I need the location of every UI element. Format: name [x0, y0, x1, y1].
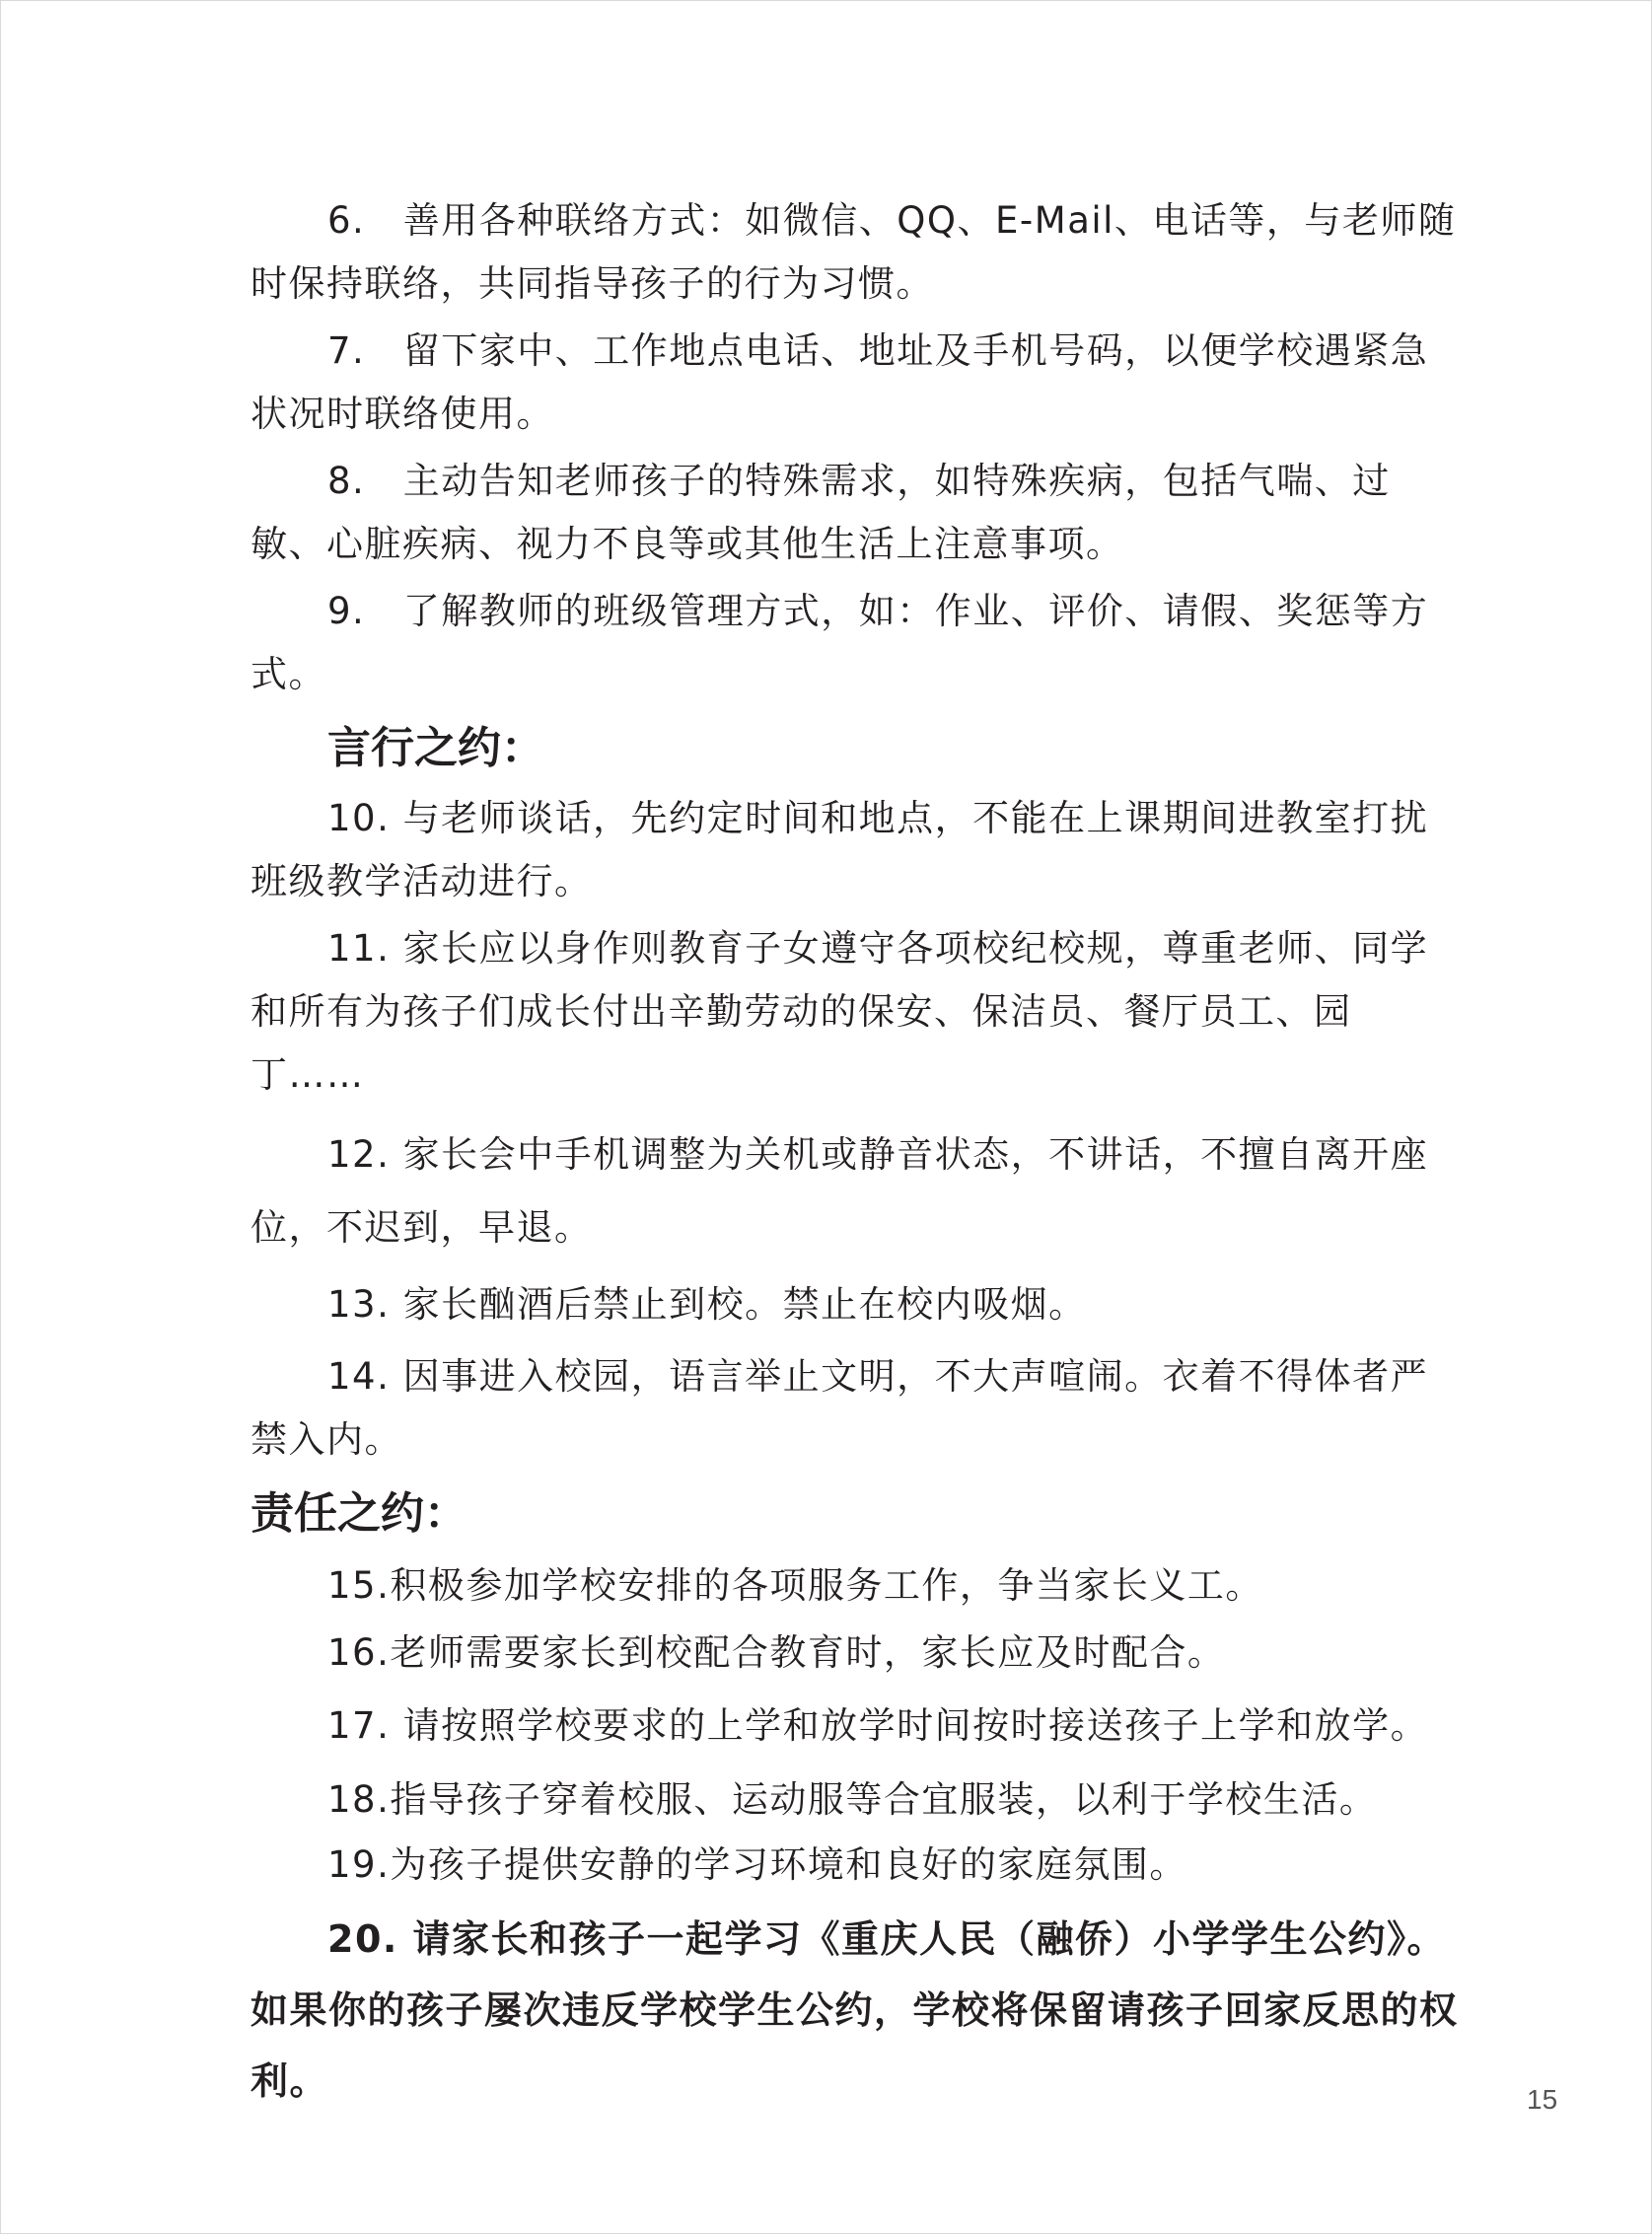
paragraph-item-6: 6. 善用各种联络方式：如微信、QQ、E-Mail、电话等，与老师随时保持联络，共同指导孩子的行为习惯。	[251, 199, 1457, 305]
paragraph-item-14: 14. 因事进入校园，语言举止文明，不大声喧闹。衣着不得体者严禁入内。	[251, 1355, 1429, 1461]
paragraph-item-12: 12. 家长会中手机调整为关机或静音状态，不讲话，不擅自离开座位，不迟到，早退。	[251, 1133, 1429, 1249]
page-number: 15	[1527, 2084, 1558, 2115]
paragraph-item-10: 10. 与老师谈话，先约定时间和地点，不能在上课期间进教室打扰班级教学活动进行。	[251, 797, 1429, 902]
paragraph-item-17: 17. 请按照学校要求的上学和放学时间按时接送孩子上学和放学。	[327, 1704, 1429, 1747]
section-heading-responsibility: 责任之约：	[251, 1488, 467, 1539]
document-body	[251, 189, 1462, 2117]
paragraph-item-20: 20. 请家长和孩子一起学习《重庆人民（融侨）小学学生公约》。如果你的孩子屡次违反学校学生公约，学校将保留请孩子回家反思的权利。	[251, 1917, 1459, 2103]
paragraph-item-7: 7. 留下家中、工作地点电话、地址及手机号码，以便学校遇紧急状况时联络使用。	[251, 329, 1429, 435]
section-heading-conduct: 言行之约：	[327, 723, 544, 773]
paragraph-item-8: 8. 主动告知老师孩子的特殊需求，如特殊疾病，包括气喘、过敏、心脏疾病、视力不良等或其他生活上注意事项。	[251, 460, 1391, 565]
paragraph-item-13: 13. 家长酗酒后禁止到校。禁止在校内吸烟。	[327, 1283, 1087, 1326]
paragraph-item-9: 9. 了解教师的班级管理方式，如：作业、评价、请假、奖惩等方式。	[251, 590, 1429, 695]
paragraph-item-15: 15.积极参加学校安排的各项服务工作，争当家长义工。	[327, 1564, 1263, 1607]
paragraph-item-11: 11. 家长应以身作则教育子女遵守各项校纪校规，尊重老师、同学和所有为孩子们成长付出辛勤劳动的保安、保洁员、餐厅员工、园丁……	[251, 927, 1429, 1096]
paragraph-item-19: 19.为孩子提供安静的学习环境和良好的家庭氛围。	[327, 1843, 1187, 1886]
paragraph-item-18: 18.指导孩子穿着校服、运动服等合宜服装，以利于学校生活。	[327, 1778, 1378, 1821]
paragraph-item-16: 16.老师需要家长到校配合教育时，家长应及时配合。	[327, 1631, 1226, 1674]
